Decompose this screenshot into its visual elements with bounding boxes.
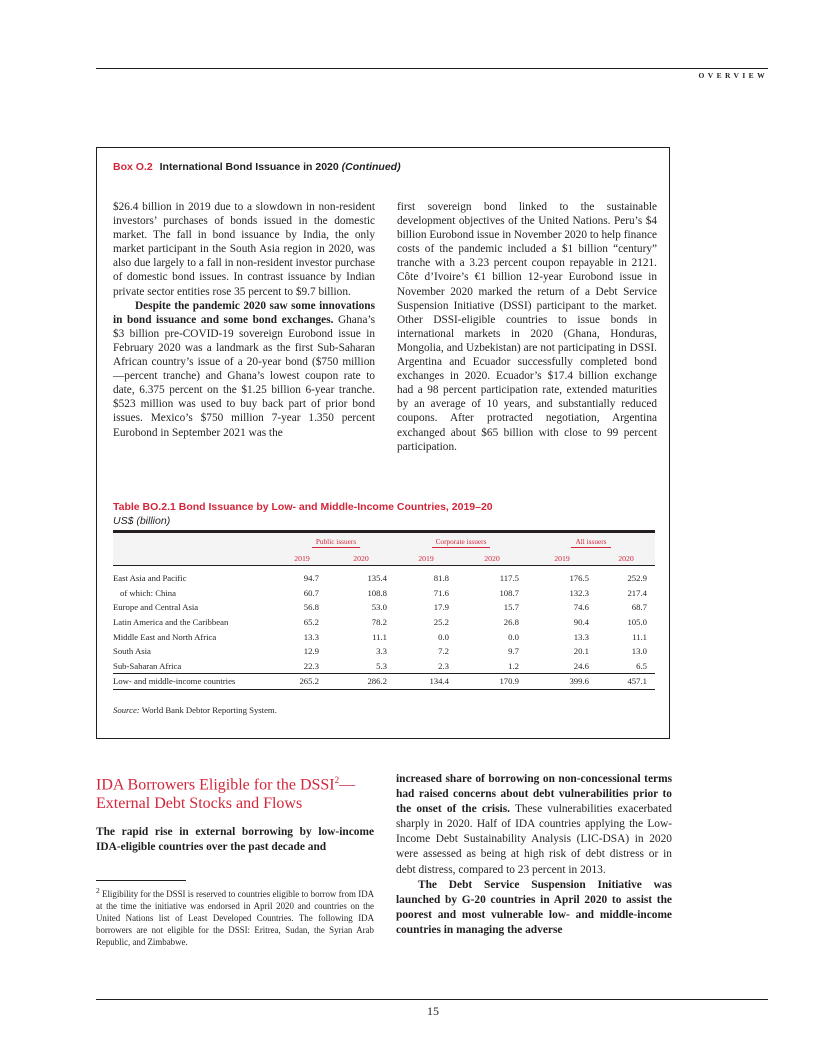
table-title: Table BO.2.1 Bond Issuance by Low- and Middle-Income Countries, 2019–20 <box>113 501 493 513</box>
box-paragraph: first sovereign bond linked to the sustainable development objectives of the United Nations. Peru’s $4 billion Eurobond issue in November 2020 to help finance costs of the pandemic included a $1 billion “century” tranche with a 3.23 percent coupon repayable in 2121. Côte d’Ivoire’s €1 billion 12-year Eurobond issue in November 2020 marked the return of a Debt Service Suspension Initiative (DSSI) participant to the market. Other DSSI-eligible countries to issue bonds in international markets in 2020 (Ghana, Honduras, Mongolia, and Uzbekistan) are not participating in DSSI. Argentina and Ecuador successfully completed bond exchanges in 2020. Ecuador’s $17.4 billion exchange had a 98 percent participation rate, extended maturities by an average of 10 years, and substantially reduced coupons. After protracted negotiation, Argentina exchanged about $65 billion with close to 99 percent participation. <box>397 201 657 453</box>
source-text: World Bank Debtor Reporting System. <box>141 705 277 715</box>
footnote-marker: 2 <box>96 886 100 895</box>
box-title <box>113 161 401 173</box>
page-number: 15 <box>427 1004 439 1018</box>
bond-issuance-table <box>113 530 655 690</box>
year-header: 2019 <box>277 551 327 565</box>
table-units: US$ (billion) <box>113 515 171 527</box>
year-header: 2020 <box>457 551 527 565</box>
header-rule <box>96 68 768 69</box>
box-o2 <box>96 147 670 739</box>
footnote-ref[interactable]: 2 <box>334 775 340 785</box>
running-head: OVERVIEW <box>698 71 768 80</box>
footer-rule <box>96 999 768 1000</box>
year-header: 2020 <box>597 551 655 565</box>
table-row: Middle East and North Africa 13.3 11.1 0.0 0.0 13.3 11.1 <box>113 631 647 642</box>
table-row: Europe and Central Asia 56.8 53.0 17.9 15.7 74.6 68.7 <box>113 602 647 613</box>
lead-paragraph: The rapid rise in external borrowing by low-income IDA-eligible countries over the past decade and <box>96 826 374 854</box>
box-left-column <box>113 200 375 440</box>
box-title-text: International Bond Issuance in 2020 <box>159 161 339 173</box>
table-row: South Asia 12.9 3.3 7.2 9.7 20.1 13.0 <box>113 646 647 657</box>
footnote-text: Eligibility for the DSSI is reserved to countries eligible to borrow from IDA at the time the initiative was endorsed in April 2020 and countries on the United Nations list of Least Developed Countries. The following IDA borrowers are not eligible for the DSSI: Eritrea, Sudan, the Syrian Arab Republic, and Zimbabwe. <box>96 888 375 948</box>
box-label: Box O.2 <box>113 161 153 173</box>
table-row: Sub-Saharan Africa 22.3 5.3 2.3 1.2 24.6 6.5 <box>113 660 647 671</box>
year-header: 2020 <box>327 551 395 565</box>
footnote-rule <box>96 880 186 881</box>
body-right-column <box>396 772 672 938</box>
group-header-corporate: Corporate issuers <box>395 533 527 551</box>
source-label: Source: <box>113 705 140 715</box>
year-stub <box>113 551 277 565</box>
box-bold-lead: Despite the pandemic 2020 saw some innovations in bond issuance and some bond exchanges. <box>113 299 375 326</box>
box-continued: (Continued) <box>341 161 401 173</box>
box-paragraph-rest: Ghana’s $3 billion pre-COVID-19 sovereign Eurobond issue in February 2020 was a landmark as the first Sub-Saharan African country’s issue of a 20-year bond ($750 million—percent tranche) and Ghana’s lowest coupon rate to date, 6.375 percent on the $1.25 billion 6-year tranche. $523 million was used to buy back part of prior bond issues. Mexico’s $750 million 7-year 1.350 percent Eurobond in September 2021 was the <box>113 313 376 439</box>
body-paragraph: The Debt Service Suspension Initiative was launched by G-20 countries in April 2020 to assist the poorest and most vulnerable low- and middle-income countries in managing the adverse <box>396 878 672 936</box>
table-row: of which: China 60.7 108.8 71.6 108.7 132.3 217.4 <box>120 587 647 598</box>
box-paragraph <box>113 299 375 440</box>
table-total-row: Low- and middle-income countries 265.2 286.2 134.4 170.9 399.6 457.1 <box>113 673 655 689</box>
table-stub-header <box>113 533 277 551</box>
box-right-column <box>397 200 657 454</box>
table-row: Latin America and the Caribbean 65.2 78.2 25.2 26.8 90.4 105.0 <box>113 617 647 628</box>
group-header-all: All issuers <box>527 533 655 551</box>
footnote <box>96 885 374 948</box>
body-left-column <box>96 825 374 855</box>
body-paragraph: increased share of borrowing on non-concessional terms had raised concerns about debt vulnerabilities prior to the onset of the crisis. These vulnerabilities exacerbated sharply in 2020. Half of IDA countries applying the Low-Income Debt Sustainability Analysis (LIC-DSA) in 2020 were assessed as being at high risk of debt distress or in debt distress, compared to 23 percent in 2013. <box>396 773 673 876</box>
box-paragraph: $26.4 billion in 2019 due to a slowdown in non-resident investors’ purchases of bonds issued in the domestic market. The fall in bond issuance by India, the only market participant in the South Asia region in 2020, was also due largely to a fall in non-resident investor purchase of domestic bond issues. In contrast issuance by Indian private sector entities rose 35 percent to $9.7 billion. <box>113 201 375 298</box>
table-row: East Asia and Pacific 94.7 135.4 81.8 117.5 176.5 252.9 <box>113 573 647 584</box>
group-header-public: Public issuers <box>277 533 395 551</box>
year-header: 2019 <box>527 551 597 565</box>
table-source <box>113 705 277 715</box>
year-header: 2019 <box>395 551 457 565</box>
section-heading: IDA Borrowers Eligible for the DSSI$^2$—External Debt Stocks and Flows <box>96 775 356 813</box>
